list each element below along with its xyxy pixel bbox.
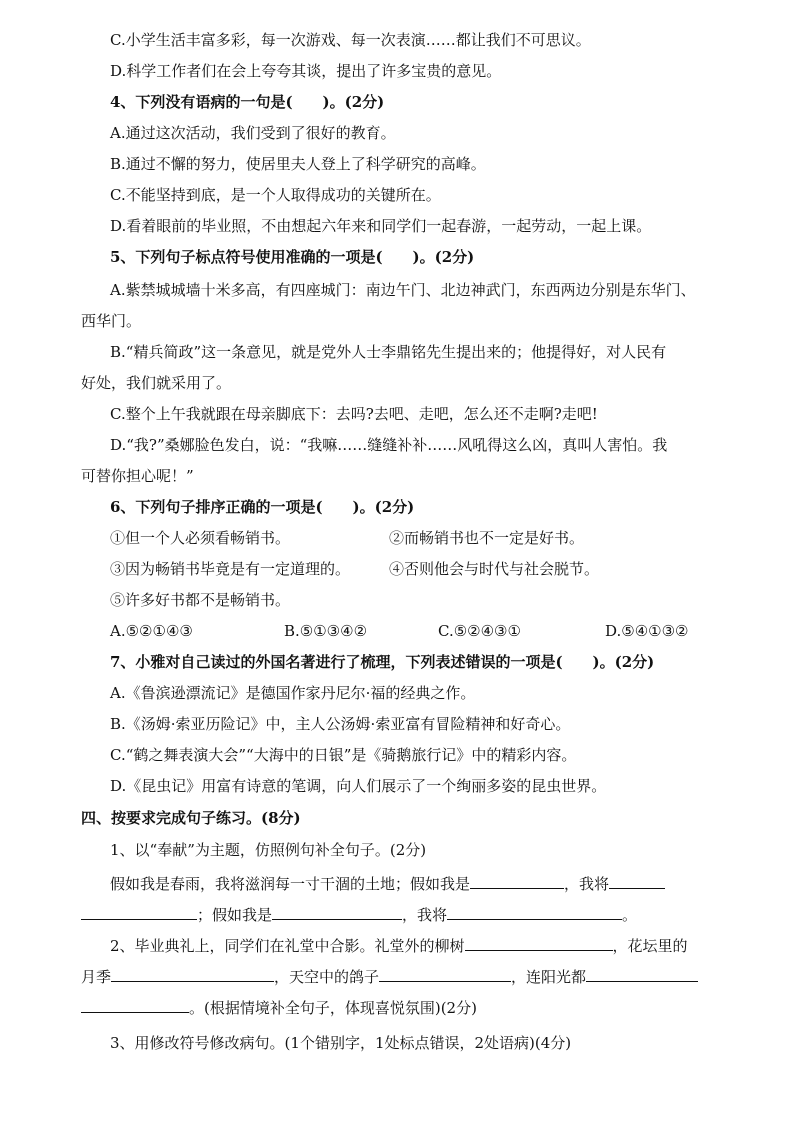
q5-option-d-cont: 可替你担心呢！” (81, 467, 194, 485)
answer-blank[interactable] (81, 903, 197, 920)
answer-blank[interactable] (465, 934, 613, 951)
q6-option-c: C.⑤②④③① (438, 622, 521, 640)
question-4-title: 4、下列没有语病的一句是( )。(2分) (110, 93, 385, 111)
q5-option-a: A.紫禁城城墙十米多高，有四座城门：南边午门、北边神武门，东西两边分别是东华门、 (110, 281, 696, 299)
q5-option-b: B.“精兵简政”这一条意见，就是党外人士李鼎铭先生提出来的；他提得好，对人民有 (110, 343, 667, 361)
question-6-title: 6、下列句子排序正确的一项是( )。(2分) (110, 498, 415, 516)
answer-blank[interactable] (111, 965, 274, 982)
exercise-2-line-3: 。(根据情境补全句子，体现喜悦氛围)(2分) (81, 996, 477, 1018)
q5-option-a-cont: 西华门。 (81, 312, 142, 330)
q6-sentence-1: ①但一个人必须看畅销书。 (110, 529, 291, 547)
q4-option-d: D.看着眼前的毕业照，不由想起六年来和同学们一起春游，一起劳动，一起上课。 (110, 217, 652, 235)
q4-option-a: A.通过这次活动，我们受到了很好的教育。 (110, 124, 396, 142)
answer-blank[interactable] (379, 965, 511, 982)
q6-sentence-2: ②而畅销书也不一定是好书。 (389, 529, 585, 547)
q6-option-a: A.⑤②①④③ (110, 622, 193, 640)
q6-sentence-4: ④否则他会与时代与社会脱节。 (389, 560, 600, 578)
answer-blank[interactable] (272, 903, 402, 920)
exercise-1-prompt: 1、以“奉献”为主题，仿照例句补全句子。(2分) (110, 841, 427, 859)
q4-option-c: C.不能坚持到底，是一个人取得成功的关键所在。 (110, 186, 441, 204)
section-4-title: 四、按要求完成句子练习。(8分) (81, 809, 301, 827)
question-5-title: 5、下列句子标点符号使用准确的一项是( )。(2分) (110, 248, 475, 266)
q5-option-b-cont: 好处，我们就采用了。 (81, 374, 232, 392)
q3-option-d: D.科学工作者们在会上夸夸其谈，提出了许多宝贵的意见。 (110, 62, 502, 80)
q6-option-b: B.⑤①③④② (284, 622, 368, 640)
exercise-1-line-1: 假如我是春雨，我将滋润每一寸干涸的土地；假如我是 ，我将 (110, 872, 665, 894)
answer-blank[interactable] (81, 996, 189, 1013)
exercise-1-line-2: ；假如我是 ，我将 。 (81, 903, 637, 925)
answer-blank[interactable] (586, 965, 698, 982)
q6-sentence-3: ③因为畅销书毕竟是有一定道理的。 (110, 560, 351, 578)
answer-blank[interactable] (470, 872, 564, 889)
exercise-2-line-1: 2、毕业典礼上，同学们在礼堂中合影。礼堂外的柳树 ，花坛里的 (110, 934, 688, 956)
q7-option-d: D.《昆虫记》用富有诗意的笔调，向人们展示了一个绚丽多姿的昆虫世界。 (110, 777, 607, 795)
exercise-2-line-2: 月季 ，天空中的鸽子 ，连阳光都 (81, 965, 698, 987)
q5-option-d: D.“我?”桑娜脸色发白，说：“我嘛……缝缝补补……风吼得这么凶，真叫人害怕。我 (110, 436, 668, 454)
q6-option-d: D.⑤④①③② (605, 622, 689, 640)
q4-option-b: B.通过不懈的努力，使居里夫人登上了科学研究的高峰。 (110, 155, 486, 173)
q7-option-b: B.《汤姆·索亚历险记》中，主人公汤姆·索亚富有冒险精神和好奇心。 (110, 715, 571, 733)
exercise-3-prompt: 3、用修改符号修改病句。(1个错别字，1处标点错误，2处语病)(4分) (110, 1034, 572, 1052)
q5-option-c: C.整个上午我就跟在母亲脚底下：去吗?去吧、走吧，怎么还不走啊?走吧! (110, 405, 598, 423)
q7-option-c: C.“鹤之舞表演大会”“大海中的日银”是《骑鹅旅行记》中的精彩内容。 (110, 746, 577, 764)
answer-blank[interactable] (447, 903, 622, 920)
question-7-title: 7、小雅对自己读过的外国名著进行了梳理，下列表述错误的一项是( )。(2分) (110, 653, 655, 671)
answer-blank[interactable] (609, 872, 665, 889)
q6-sentence-5: ⑤许多好书都不是畅销书。 (110, 591, 291, 609)
q3-option-c: C.小学生活丰富多彩，每一次游戏、每一次表演……都让我们不可思议。 (110, 31, 591, 49)
q7-option-a: A.《鲁滨逊漂流记》是德国作家丹尼尔·福的经典之作。 (110, 684, 476, 702)
